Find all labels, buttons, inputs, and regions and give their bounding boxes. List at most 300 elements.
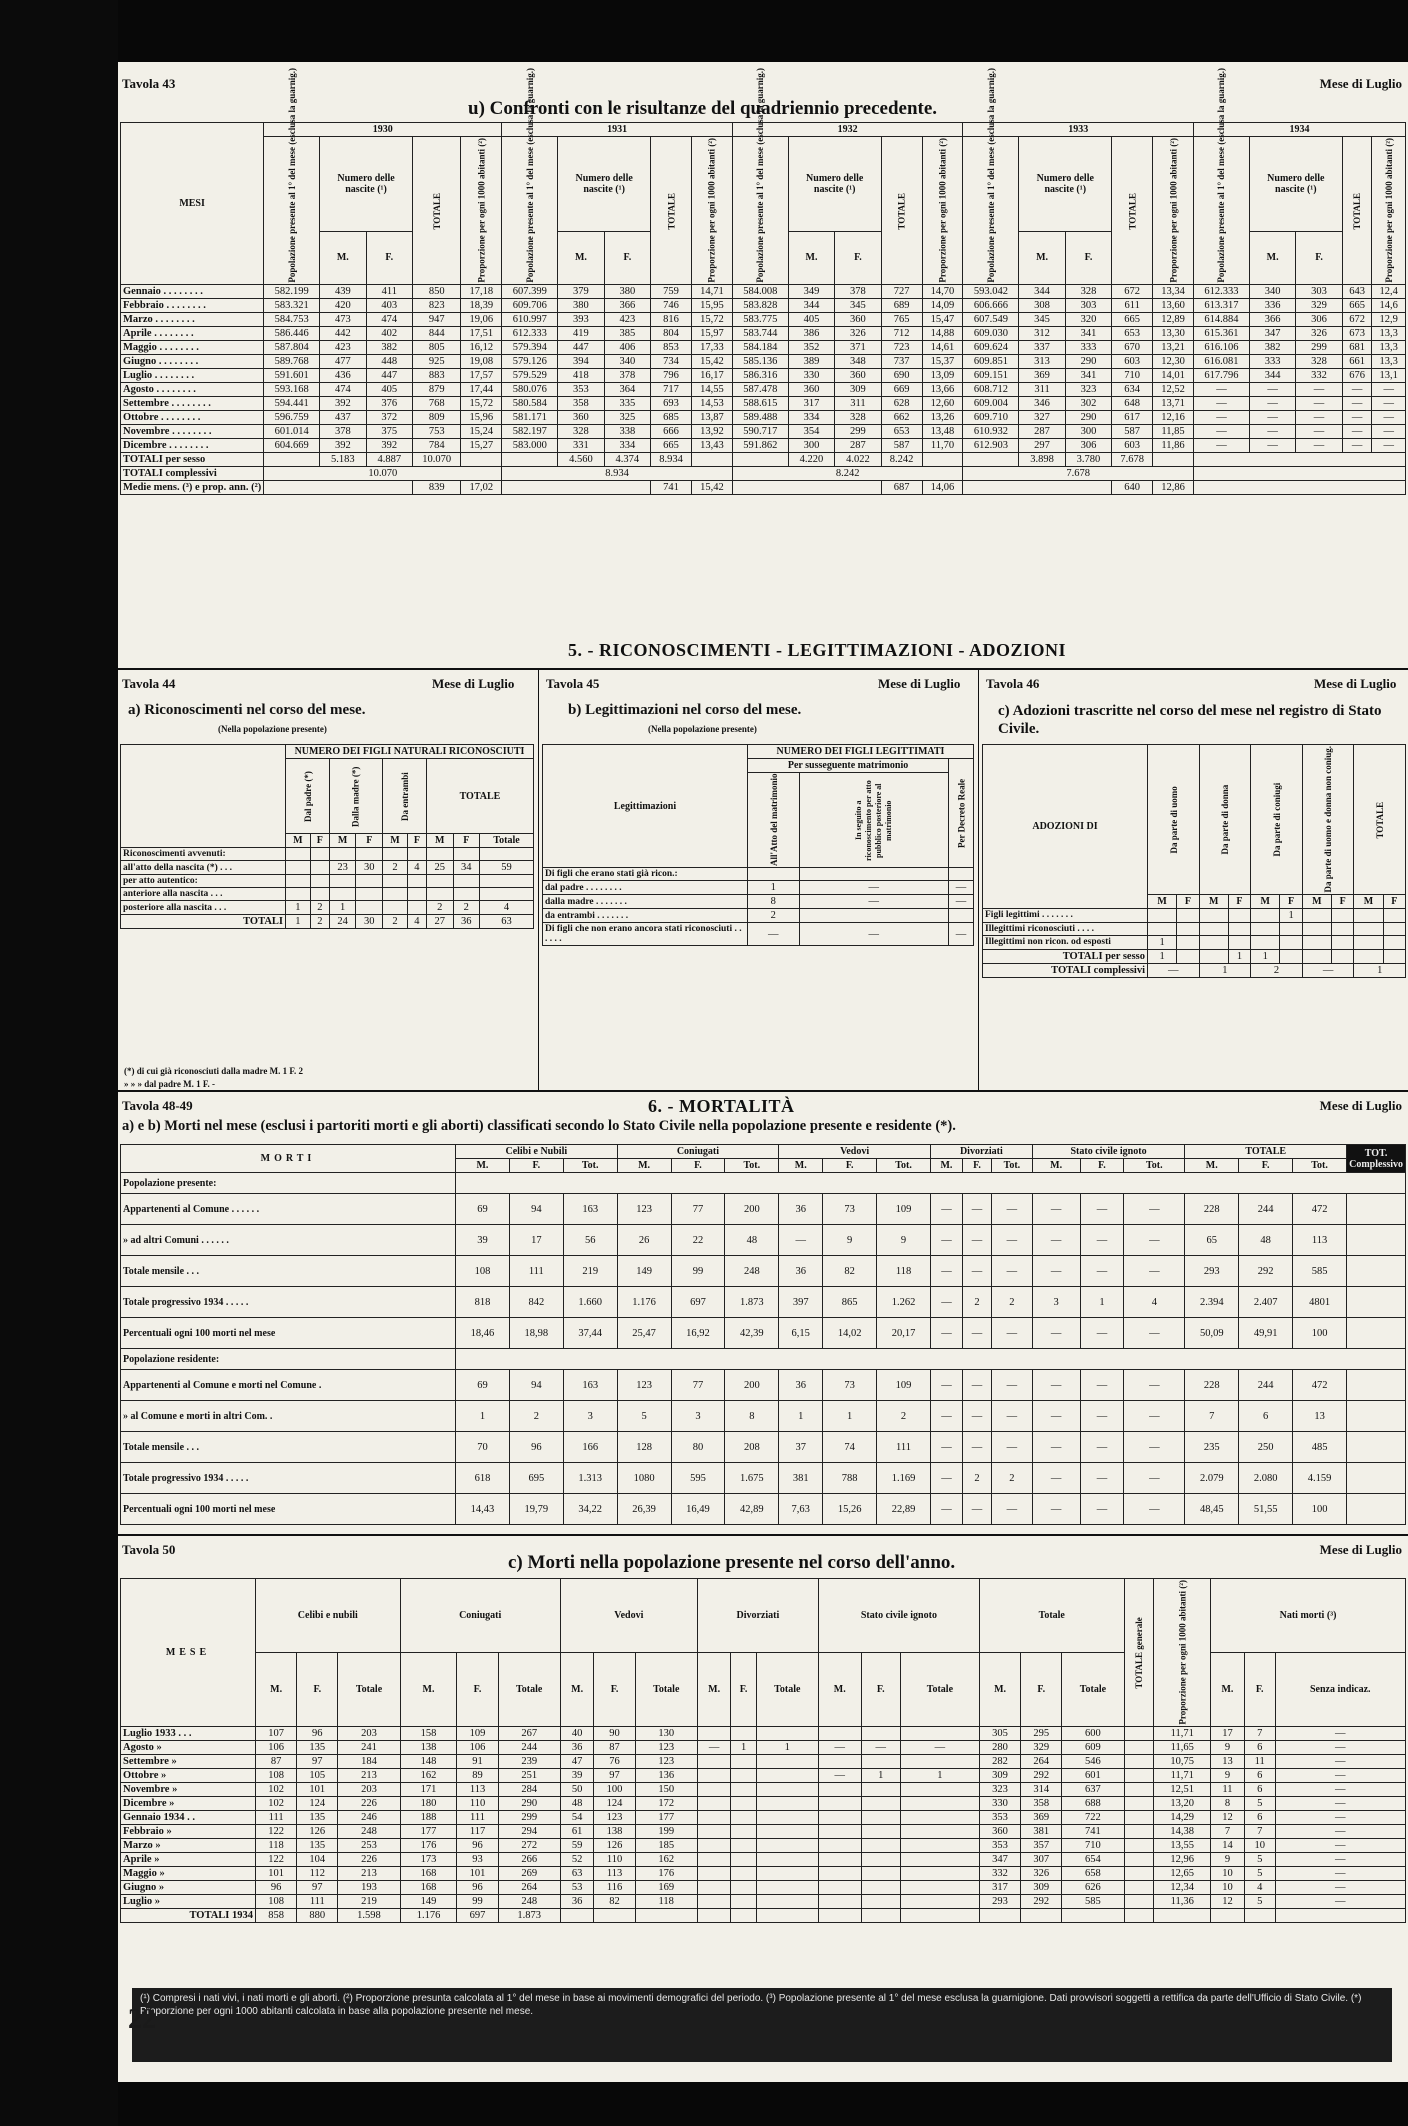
table-cell: 345 [1019,312,1065,326]
table-cell: — [1296,382,1342,396]
table-cell: 36 [779,1370,823,1401]
table-cell [1124,1754,1154,1768]
table-cell: 203 [338,1782,400,1796]
table-cell: — [992,1370,1033,1401]
table-cell [1280,949,1302,963]
table-cell: 307 [1021,1852,1062,1866]
table-cell: 690 [881,368,922,382]
table-cell: 14,6 [1372,298,1406,312]
table-cell: 585 [1293,1256,1347,1287]
table-cell: 166 [563,1432,617,1463]
table-cell: 313 [1019,354,1065,368]
table-cell [731,1866,756,1880]
table-cell: 2 [962,1287,991,1318]
table-cell [1383,949,1405,963]
table-cell [691,452,732,466]
table-row [121,888,534,901]
table-cell [1244,1908,1275,1922]
table-cell [900,1866,979,1880]
table-cell [697,1796,731,1810]
table-cell: 4 [407,861,426,875]
table-cell: 111 [256,1810,297,1824]
table-cell: 36 [560,1894,594,1908]
column-header: Totale [756,1652,818,1726]
table-cell: 741 [1062,1824,1124,1838]
month-label: Maggio . . . . . . . . [121,340,264,354]
row-label: Figli legittimi . . . . . . . [983,908,1148,922]
table-cell [1251,922,1280,935]
table-cell: 70 [456,1432,510,1463]
table-cell [1280,922,1302,935]
table-cell: 1 [1199,963,1251,977]
table-cell: — [992,1225,1033,1256]
table-cell: 18,46 [456,1318,510,1349]
table-cell: 403 [366,298,412,312]
table-cell: 710 [1112,368,1153,382]
table-cell [732,480,881,494]
column-header: F [407,834,426,848]
table-cell: 14,09 [922,298,963,312]
table-cell: 3 [1032,1287,1080,1318]
table-cell [286,861,311,875]
column-header: F [310,834,329,848]
table-cell: 65 [1185,1225,1239,1256]
table-cell: — [1080,1318,1124,1349]
column-header: TOTALE [413,137,461,285]
table-cell: 11,70 [922,438,963,452]
table-cell: 587 [881,438,922,452]
table-cell [697,1824,731,1838]
table-cell: 336 [1249,298,1295,312]
table-cell: 608.712 [963,382,1019,396]
table-cell: 665 [651,438,692,452]
totals-row [121,1908,1406,1922]
table-cell: 208 [725,1432,779,1463]
table-cell: 376 [366,396,412,410]
table-cell: 360 [788,382,834,396]
column-header: M. [1211,1652,1245,1726]
table-cell: 48 [560,1796,594,1810]
table-cell: 15,42 [691,480,732,494]
month-label: Settembre » [121,1754,256,1768]
column-header: Totale [979,1579,1124,1653]
column-header: Numero delle nascite (¹) [1249,137,1342,232]
column-header: Popolazione presente al 1° del mese (esclusa la guarnig.) [502,137,558,285]
column-header: Totale [1062,1652,1124,1726]
table-row [121,1824,1406,1838]
table-cell: 25,47 [617,1318,671,1349]
table-cell: 14,88 [922,326,963,340]
table-cell [818,1726,861,1740]
table-cell [383,888,408,901]
table-cell [1177,922,1199,935]
table-cell: 340 [604,354,650,368]
table-cell: 583.775 [732,312,788,326]
table-cell [818,1754,861,1768]
table-row [121,1370,1406,1401]
table-cell: 36 [779,1194,823,1225]
table-cell: 2.407 [1239,1287,1293,1318]
table-cell: — [949,881,974,895]
table-cell [461,452,502,466]
table-cell: 13,60 [1153,298,1194,312]
table-cell [407,848,426,861]
month-label: Ottobre » [121,1768,256,1782]
table-cell: 4.022 [835,452,881,466]
table-cell [731,1768,756,1782]
table-cell [731,1796,756,1810]
table-cell [818,1796,861,1810]
table-cell: 48,45 [1185,1494,1239,1525]
table-row [121,1894,1406,1908]
table-cell: 4.159 [1293,1463,1347,1494]
table-cell: — [962,1194,991,1225]
table-row [121,396,1406,410]
table-cell: 734 [651,354,692,368]
scan-border [0,0,118,2126]
table-cell [1302,922,1331,935]
table-cell: — [992,1194,1033,1225]
table-cell: — [1342,410,1372,424]
table-cell: 176 [635,1866,697,1880]
column-header: M. [697,1652,731,1726]
column-header: Da parte di coniugi [1251,745,1303,895]
table-cell: 672 [1112,284,1153,298]
column-header: Stato civile ignoto [1032,1145,1185,1159]
table-cell: 768 [413,396,461,410]
table-cell: 102 [256,1782,297,1796]
table-cell: 69 [456,1370,510,1401]
table-cell [818,1880,861,1894]
totals-row [983,949,1406,963]
table-cell [949,868,974,881]
table-cell [861,1866,900,1880]
table-cell: 287 [1019,424,1065,438]
table-cell: — [697,1740,731,1754]
table-cell: 7 [1185,1401,1239,1432]
table-cell: 354 [788,424,834,438]
table-cell: 3.780 [1065,452,1111,466]
column-header: Per Decreto Reale [949,759,974,868]
table-cell: 612.333 [1193,284,1249,298]
table-cell: 332 [1296,368,1342,382]
table-cell: — [1275,1754,1405,1768]
table-cell: 34,22 [563,1494,617,1525]
table-row [121,1880,1406,1894]
table-cell: 96 [256,1880,297,1894]
table-row [121,1287,1406,1318]
table-cell: 4.887 [366,452,412,466]
table-cell: 765 [881,312,922,326]
table-cell: 581.171 [502,410,558,424]
table-cell [1331,935,1353,949]
table-cell: 665 [1112,312,1153,326]
table-cell: 272 [498,1838,560,1852]
table-cell: 333 [1065,340,1111,354]
table-cell [1154,1908,1211,1922]
table-cell: 17,18 [461,284,502,298]
table-cell: 587 [1112,424,1153,438]
table-cell: 634 [1112,382,1153,396]
table-cell: 4.220 [788,452,834,466]
table-cell [1302,949,1331,963]
table-cell: — [1296,396,1342,410]
table-cell: 13,26 [922,410,963,424]
page-number: 22 [128,2004,156,2035]
table-cell: 337 [1019,340,1065,354]
tavola-44-note-1: (*) di cui già riconosciuti dalla madre M. 1 F. 2 [124,1066,303,1076]
table-cell: 11,86 [1153,438,1194,452]
table-row [121,424,1406,438]
table-cell: 12,30 [1153,354,1194,368]
table-cell: 326 [1296,326,1342,340]
table-cell: 96 [509,1432,563,1463]
table-cell [286,875,311,888]
document-page [118,62,1408,2082]
column-header: F. [1080,1159,1124,1173]
table-cell [1124,1908,1154,1922]
table-cell: 239 [498,1754,560,1768]
column-header: Proporzione per ogni 1000 abitanti (²) [461,137,502,285]
table-cell: 323 [1065,382,1111,396]
column-header: Popolazione presente al 1° del mese (esclusa la guarnig.) [264,137,320,285]
table-cell: 670 [1112,340,1153,354]
table-cell: 382 [1249,340,1295,354]
table-row [983,922,1406,935]
table-cell: 685 [651,410,692,424]
table-cell: 1 [1251,949,1280,963]
table-cell [426,848,453,861]
table-cell: 816 [651,312,692,326]
table-cell: — [1249,438,1295,452]
column-header: M. [788,231,834,284]
table-row [121,1225,1406,1256]
table-cell: 266 [498,1852,560,1866]
month-label: Luglio 1933 . . . [121,1726,256,1740]
table-cell: 248 [338,1824,400,1838]
table-cell: 169 [635,1880,697,1894]
table-cell: 176 [400,1838,457,1852]
table-row [121,1256,1406,1287]
table-cell: 695 [509,1463,563,1494]
column-header: Proporzione per ogni 1000 abitanti (²) [1153,137,1194,285]
table-header-row [121,1145,1406,1159]
table-cell: 378 [320,424,366,438]
column-header: M [1148,894,1177,908]
table-cell: 305 [979,1726,1020,1740]
table-cell: 595 [671,1463,725,1494]
table-cell: 590.717 [732,424,788,438]
table-cell: 13 [1211,1754,1245,1768]
column-header: M. [256,1652,297,1726]
table-cell: 372 [366,410,412,424]
table-cell: 335 [604,396,650,410]
table-cell: 603 [1112,438,1153,452]
table-cell: 11,71 [1154,1726,1211,1740]
table-cell: 52 [560,1852,594,1866]
table-cell: — [900,1740,979,1754]
column-header: F. [594,1652,635,1726]
column-header: M [383,834,408,848]
table-cell: 331 [558,438,604,452]
table-cell: 3 [671,1401,725,1432]
column-header: F. [1021,1652,1062,1726]
table-cell [1331,908,1353,922]
column-header: Stato civile ignoto [818,1579,979,1653]
table-row [121,284,1406,298]
row-label: » ad altri Comuni . . . . . . [121,1225,456,1256]
table-cell: — [930,1256,962,1287]
column-header: NUMERO DEI FIGLI LEGITTIMATI [748,745,974,759]
table-cell [383,901,408,915]
table-cell: 253 [338,1838,400,1852]
table-cell: 360 [835,368,881,382]
table-cell: 673 [1342,326,1372,340]
table-cell [818,1810,861,1824]
column-header: TOTALE [1342,137,1372,285]
table-cell: 36 [779,1256,823,1287]
month-label: Dicembre . . . . . . . . [121,438,264,452]
table-cell: 89 [457,1768,498,1782]
table-cell: 264 [1021,1754,1062,1768]
table-row [121,1494,1406,1525]
table-cell: 37 [779,1432,823,1463]
table-cell: 349 [788,284,834,298]
table-cell [756,1782,818,1796]
table-cell: 82 [823,1256,877,1287]
table-cell [1124,1782,1154,1796]
table-cell: 117 [457,1824,498,1838]
column-header: Dal padre (*) [286,759,330,834]
table-cell: 2 [962,1463,991,1494]
table-cell: 601.014 [264,424,320,438]
table-cell: 2 [509,1401,563,1432]
table-cell: 15,26 [823,1494,877,1525]
table-cell: 447 [366,368,412,382]
table-cell: 10 [1211,1866,1245,1880]
table-header-row [121,137,1406,232]
table-cell [1124,1866,1154,1880]
table-cell [560,1908,594,1922]
table-cell: 329 [1021,1740,1062,1754]
table-cell: 662 [881,410,922,424]
table-cell [900,1754,979,1768]
table-cell [1228,935,1250,949]
table-cell: 582.199 [264,284,320,298]
table-cell: 8 [748,895,800,909]
table-cell: 423 [320,340,366,354]
table-cell: 42,39 [725,1318,779,1349]
divider [118,1090,1408,1092]
table-cell: — [1275,1866,1405,1880]
table-cell [1148,908,1177,922]
table-cell: 609.706 [502,298,558,312]
table-cell [731,1810,756,1824]
table-cell: 61 [560,1824,594,1838]
column-header: Numero delle nascite (¹) [320,137,413,232]
table-row [121,410,1406,424]
table-cell: 8.934 [651,452,692,466]
legitimations-table [542,744,974,946]
table-cell: 612.333 [502,326,558,340]
table-cell: 74 [823,1432,877,1463]
table-cell: 241 [338,1740,400,1754]
table-cell: 323 [979,1782,1020,1796]
table-cell: 246 [338,1810,400,1824]
table-cell [1177,949,1199,963]
table-cell [861,1726,900,1740]
table-cell: 8 [1211,1796,1245,1810]
column-header: F [1383,894,1405,908]
table-cell: — [1249,396,1295,410]
table-cell: 94 [509,1194,563,1225]
table-cell [286,848,311,861]
table-cell: 51,55 [1239,1494,1293,1525]
table-cell: — [1193,424,1249,438]
table-cell: 150 [635,1782,697,1796]
table-cell [861,1810,900,1824]
column-header: M. [558,231,604,284]
table-cell: 654 [1062,1852,1124,1866]
table-cell: 228 [1185,1194,1239,1225]
table-cell: — [930,1401,962,1432]
table-cell: 9 [877,1225,931,1256]
table-cell: 36 [453,915,480,929]
table-cell: — [1032,1401,1080,1432]
row-label: da entrambi . . . . . . . [543,909,748,923]
table-cell [1193,452,1405,466]
table-cell: 796 [651,368,692,382]
table-cell: 616.106 [1193,340,1249,354]
table-cell: 477 [320,354,366,368]
column-header: F. [366,231,412,284]
deaths-year-table [120,1578,1406,1923]
table-cell: 420 [320,298,366,312]
table-cell: 108 [456,1256,510,1287]
row-label: Percentuali ogni 100 morti nel mese [121,1494,456,1525]
table-cell: 250 [1239,1432,1293,1463]
table-cell: — [1372,396,1406,410]
table-cell: 108 [256,1768,297,1782]
table-cell: 583.000 [502,438,558,452]
table-cell: 360 [835,312,881,326]
table-cell: 1 [456,1401,510,1432]
table-cell: 12,96 [1154,1852,1211,1866]
table-cell: 293 [979,1894,1020,1908]
table-cell: — [930,1432,962,1463]
month-label: Febbraio » [121,1824,256,1838]
table-cell: 100 [1293,1318,1347,1349]
table-cell: 3.898 [1019,452,1065,466]
table-cell: 925 [413,354,461,368]
table-cell: 382 [366,340,412,354]
table-cell [1148,922,1177,935]
month-label: Settembre . . . . . . . . [121,396,264,410]
table-cell: — [1124,1256,1185,1287]
table-cell: 105 [297,1768,338,1782]
table-cell: 226 [338,1852,400,1866]
table-cell [1228,908,1250,922]
table-cell: 6 [1244,1782,1275,1796]
table-cell: 804 [651,326,692,340]
table-cell: — [1275,1768,1405,1782]
table-cell: 579.126 [502,354,558,368]
table-cell: 219 [338,1894,400,1908]
column-header: F [356,834,383,848]
table-cell: 6 [1244,1740,1275,1754]
column-header: Legittimazioni [543,745,748,868]
table-cell: 303 [1065,298,1111,312]
